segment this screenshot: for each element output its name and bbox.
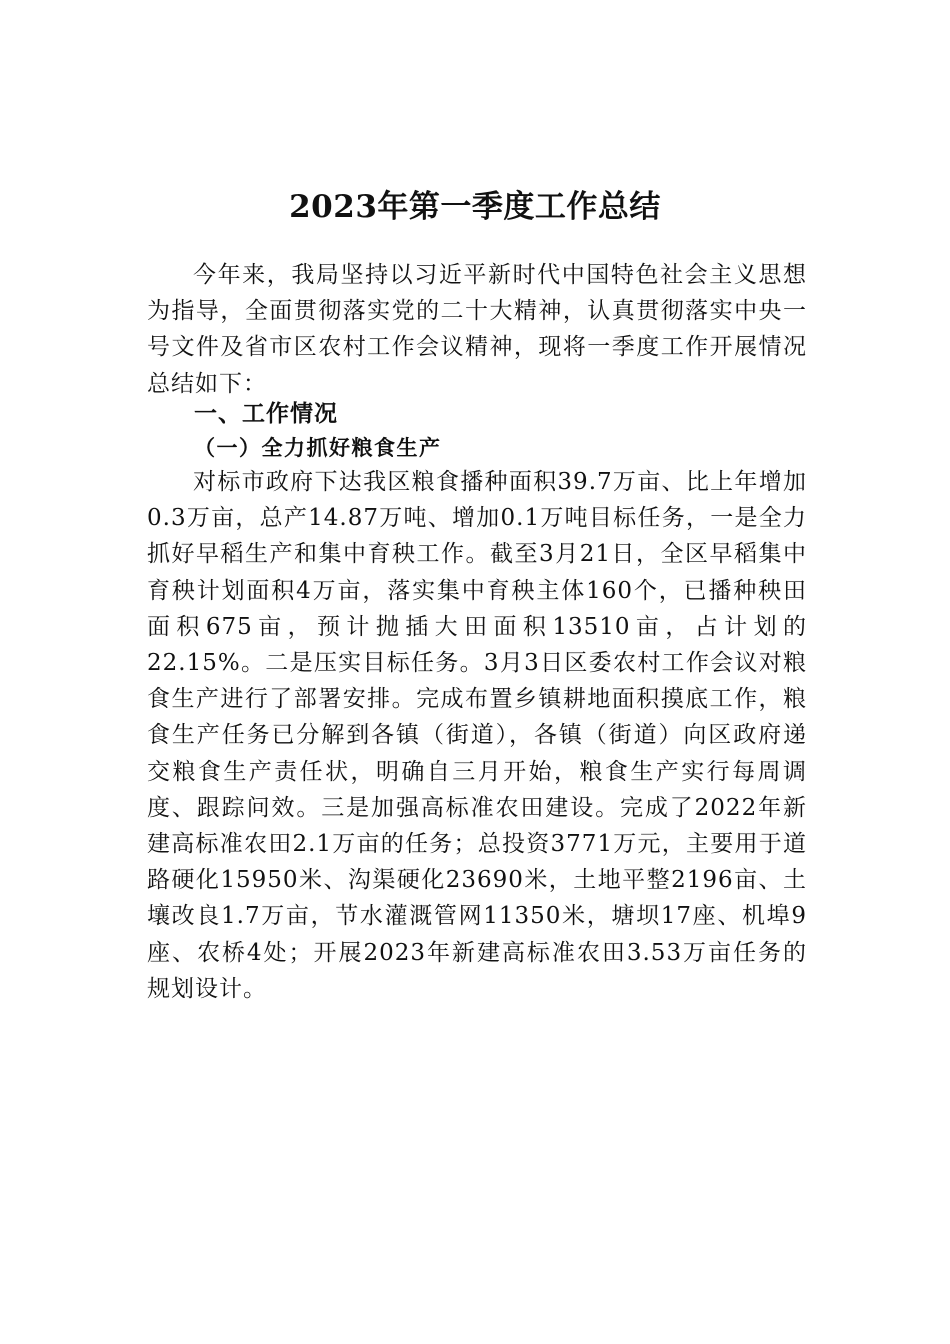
subsection-paragraph: 对标市政府下达我区粮食播种面积39.7万亩、比上年增加0.3万亩，总产14.87万吨、增加0.1万吨目标任务，一是全力抓好早稻生产和集中育秧工作。截至3月21日，全区早稻集中育秧计划面积4万亩，落实集中育秧主体160个，已播种秧田面积675亩，预计抛插大田面积13510亩，占计划的22.15%。二是压实目标任务。3月3日区委农村工作会议对粮食生产进行了部署安排。完成布置乡镇耕地面积摸底工作，粮食生产任务已分解到各镇（街道），各镇（街道）向区政府递交粮食生产责任状，明确自三月开始，粮食生产实行每周调度、跟踪问效。三是加强高标准农田建设。完成了2022年新建高标准农田2.1万亩的任务；总投资3771万元，主要用于道路硬化15950米、沟渠硬化23690米，土地平整2196亩、土壤改良1.7万亩，节水灌溉管网11350米，塘坝17座、机埠9座、农桥4处；开展2023年新建高标准农田3.53万亩任务的规划设计。	[147, 469, 807, 1002]
intro-paragraph: 今年来，我局坚持以习近平新时代中国特色社会主义思想为指导，全面贯彻落实党的二十大精神，认真贯彻落实中央一号文件及省市区农村工作会议精神，现将一季度工作开展情况总结如下：	[147, 262, 807, 397]
document-title: 2023年第一季度工作总结	[289, 188, 661, 225]
subsection-heading: （一）全力抓好粮食生产	[194, 435, 442, 460]
section-heading: 一、工作情况	[194, 400, 338, 427]
